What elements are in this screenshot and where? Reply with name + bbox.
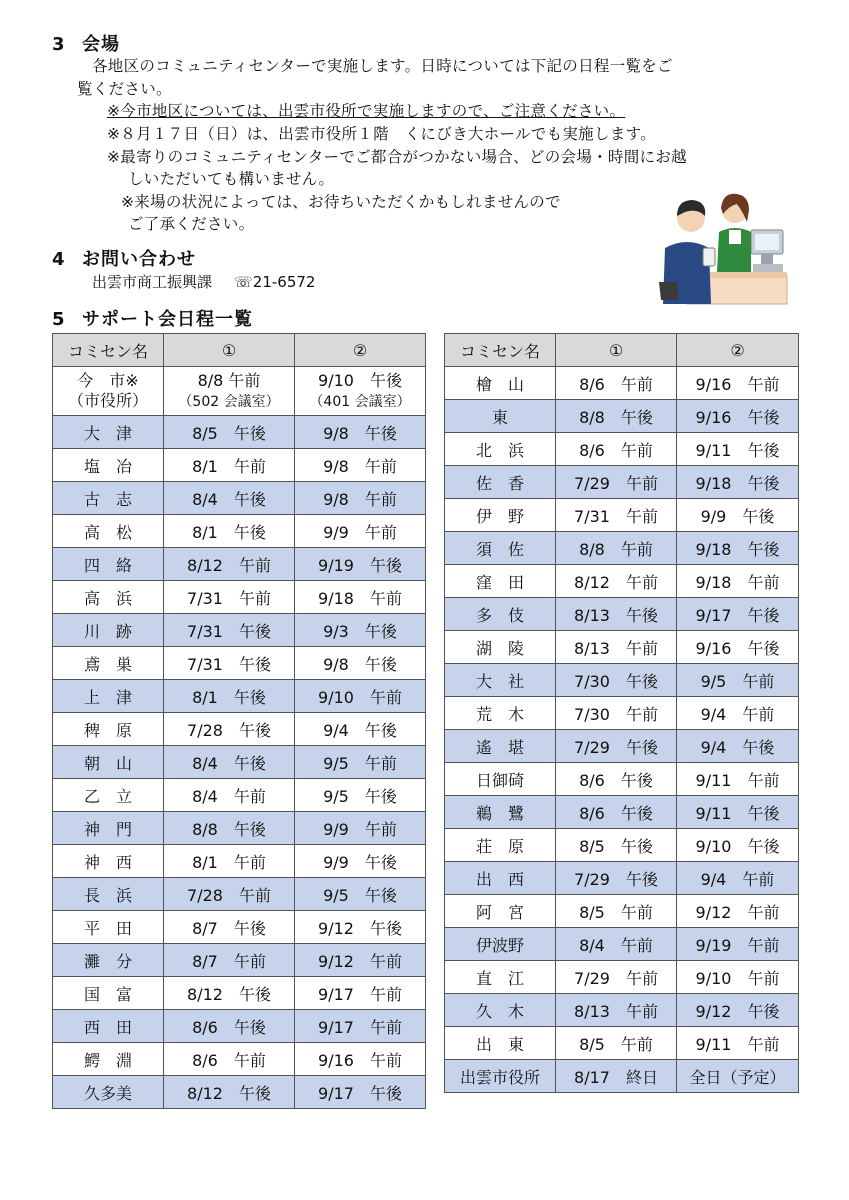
table-row bbox=[445, 433, 799, 466]
date2-cell: 9/16 午後 bbox=[677, 400, 799, 433]
center-name-cell: 荒 木 bbox=[445, 697, 556, 730]
date2-cell: 9/11 午前 bbox=[677, 763, 799, 796]
center-name-cell: 遙 堪 bbox=[445, 730, 556, 763]
header-second: ② bbox=[677, 334, 799, 367]
table-row bbox=[445, 697, 799, 730]
table-row bbox=[53, 482, 426, 515]
section3-line-2: 覧ください。 bbox=[77, 80, 172, 98]
date2-cell: 9/8 午前 bbox=[295, 449, 426, 482]
date1-cell: 8/4 午前 bbox=[164, 779, 295, 812]
table-row bbox=[53, 1010, 426, 1043]
center-name-cell: 国 富 bbox=[53, 977, 164, 1010]
date1-cell: 7/30 午後 bbox=[556, 664, 677, 697]
table-row bbox=[53, 944, 426, 977]
section3-line-3: ※今市地区については、出雲市役所で実施しますので、ご注意ください。 bbox=[107, 102, 626, 120]
date2-cell: 9/10 午後 bbox=[677, 829, 799, 862]
date1-cell: 7/29 午後 bbox=[556, 862, 677, 895]
table-row bbox=[53, 367, 426, 416]
date2-cell: 9/18 午前 bbox=[677, 565, 799, 598]
date2-cell: 9/17 午前 bbox=[295, 977, 426, 1010]
date1-cell: 8/12 午後 bbox=[164, 1076, 295, 1109]
section5-title: サポート会日程一覧 bbox=[82, 309, 253, 330]
section3-heading bbox=[52, 30, 120, 56]
date2-cell: 9/17 午後 bbox=[295, 1076, 426, 1109]
date2-cell: 9/11 午後 bbox=[677, 433, 799, 466]
center-name-cell: 大 津 bbox=[53, 416, 164, 449]
header-first: ① bbox=[164, 334, 295, 367]
contact-dept: 出雲市商工振興課 bbox=[92, 273, 213, 291]
table-header-row bbox=[53, 334, 426, 367]
date2-cell: 9/19 午後 bbox=[295, 548, 426, 581]
date1-cell: 8/8 午後 bbox=[164, 812, 295, 845]
date1-cell: 8/6 午後 bbox=[164, 1010, 295, 1043]
date2-cell: 9/5 午後 bbox=[295, 878, 426, 911]
table-row bbox=[53, 779, 426, 812]
date1-cell: 8/1 午前 bbox=[164, 845, 295, 878]
center-name-cell: 鰐 淵 bbox=[53, 1043, 164, 1076]
center-name-cell: 稗 原 bbox=[53, 713, 164, 746]
date2-cell: 9/12 午後 bbox=[295, 911, 426, 944]
table-row bbox=[53, 845, 426, 878]
center-name-cell: 灘 分 bbox=[53, 944, 164, 977]
schedule-table-right bbox=[444, 333, 799, 1093]
date2-cell: 9/17 午前 bbox=[295, 1010, 426, 1043]
center-name-cell: 上 津 bbox=[53, 680, 164, 713]
table-row bbox=[445, 499, 799, 532]
date2-cell: 9/4 午後 bbox=[677, 730, 799, 763]
date1-cell: 7/28 午前 bbox=[164, 878, 295, 911]
center-name-cell: 高 浜 bbox=[53, 581, 164, 614]
center-name-cell: 久 木 bbox=[445, 994, 556, 1027]
section3-title: 会場 bbox=[82, 34, 120, 55]
date2-cell: 全日（予定） bbox=[677, 1060, 799, 1093]
table-row bbox=[445, 664, 799, 697]
date1-cell: 8/6 午前 bbox=[556, 433, 677, 466]
section4-number: 4 bbox=[52, 249, 66, 270]
table-row bbox=[445, 400, 799, 433]
table-row bbox=[53, 680, 426, 713]
help-desk-illustration bbox=[657, 188, 789, 306]
date1-cell: 8/13 午後 bbox=[556, 598, 677, 631]
center-name-cell: 出 西 bbox=[445, 862, 556, 895]
table-row bbox=[53, 1043, 426, 1076]
center-name-cell: 窪 田 bbox=[445, 565, 556, 598]
date2-cell: 9/12 午前 bbox=[295, 944, 426, 977]
center-name-cell: 鳶 巣 bbox=[53, 647, 164, 680]
date1-cell: 7/30 午前 bbox=[556, 697, 677, 730]
table-row bbox=[445, 466, 799, 499]
date2-cell: 9/8 午前 bbox=[295, 482, 426, 515]
center-name-cell: 佐 香 bbox=[445, 466, 556, 499]
center-name-cell: 神 門 bbox=[53, 812, 164, 845]
section4-title: お問い合わせ bbox=[82, 249, 196, 270]
center-name-cell: 乙 立 bbox=[53, 779, 164, 812]
date2-cell: 9/12 午前 bbox=[677, 895, 799, 928]
header-second: ② bbox=[295, 334, 426, 367]
date1-cell: 7/29 午前 bbox=[556, 961, 677, 994]
section3-number: 3 bbox=[52, 34, 66, 55]
center-name-cell: 出雲市役所 bbox=[445, 1060, 556, 1093]
center-name-cell: 出 東 bbox=[445, 1027, 556, 1060]
date2-cell: 9/9 午後 bbox=[295, 845, 426, 878]
date2-cell: 9/10 午前 bbox=[677, 961, 799, 994]
center-name-cell: 鵜 鷺 bbox=[445, 796, 556, 829]
date2-cell bbox=[295, 367, 426, 416]
table-row bbox=[445, 796, 799, 829]
section4-heading bbox=[52, 245, 196, 271]
section5-number: 5 bbox=[52, 309, 66, 330]
date1-cell: 8/17 終日 bbox=[556, 1060, 677, 1093]
date2-cell: 9/16 午後 bbox=[677, 631, 799, 664]
date1-cell: 8/5 午前 bbox=[556, 1027, 677, 1060]
schedule-table-left bbox=[52, 333, 426, 1109]
center-name-cell: 伊波野 bbox=[445, 928, 556, 961]
table-row bbox=[53, 416, 426, 449]
table-row bbox=[53, 911, 426, 944]
center-name-cell: 久多美 bbox=[53, 1076, 164, 1109]
table-row bbox=[445, 994, 799, 1027]
table-row bbox=[445, 895, 799, 928]
date1-cell: 7/31 午前 bbox=[164, 581, 295, 614]
date1-cell: 8/6 午前 bbox=[556, 367, 677, 400]
date2-cell: 9/5 午後 bbox=[295, 779, 426, 812]
center-name-cell: 多 伎 bbox=[445, 598, 556, 631]
center-name-cell: 檜 山 bbox=[445, 367, 556, 400]
date2-cell: 9/17 午後 bbox=[677, 598, 799, 631]
table-row bbox=[53, 581, 426, 614]
table-row bbox=[53, 449, 426, 482]
date1-cell: 8/7 午前 bbox=[164, 944, 295, 977]
center-name-cell: 荘 原 bbox=[445, 829, 556, 862]
center-name-cell: 北 浜 bbox=[445, 433, 556, 466]
center-name-cell: 大 社 bbox=[445, 664, 556, 697]
date2: 9/10 午後 bbox=[318, 370, 402, 390]
date1-cell: 8/5 午後 bbox=[556, 829, 677, 862]
center-name-cell: 伊 野 bbox=[445, 499, 556, 532]
table-row bbox=[445, 367, 799, 400]
center-name-cell: 直 江 bbox=[445, 961, 556, 994]
section3-line-5: ※最寄りのコミュニティセンターでご都合がつかない場合、どの会場・時間にお越 bbox=[107, 148, 687, 166]
table-header-row bbox=[445, 334, 799, 367]
table-row bbox=[445, 730, 799, 763]
date2-cell: 9/18 午後 bbox=[677, 466, 799, 499]
table-row bbox=[445, 1027, 799, 1060]
date1-cell: 8/1 午前 bbox=[164, 449, 295, 482]
section3-line-7: ※来場の状況によっては、お待ちいただくかもしれませんので bbox=[121, 193, 561, 211]
table-row bbox=[445, 763, 799, 796]
table-row bbox=[53, 614, 426, 647]
table-row bbox=[53, 977, 426, 1010]
table-row bbox=[445, 1060, 799, 1093]
center-name-cell: 塩 冶 bbox=[53, 449, 164, 482]
center-name-cell bbox=[53, 367, 164, 416]
date2-cell: 9/8 午後 bbox=[295, 416, 426, 449]
center-name-cell: 湖 陵 bbox=[445, 631, 556, 664]
center-note: （市役所） bbox=[67, 391, 148, 410]
center-name-cell: 高 松 bbox=[53, 515, 164, 548]
center-name-cell: 西 田 bbox=[53, 1010, 164, 1043]
date1-cell: 8/5 午後 bbox=[164, 416, 295, 449]
table-row bbox=[445, 961, 799, 994]
date2-cell: 9/8 午後 bbox=[295, 647, 426, 680]
section3-line-8: ご了承ください。 bbox=[128, 215, 255, 233]
date2-cell: 9/9 午後 bbox=[677, 499, 799, 532]
section3-line-6: しいただいても構いません。 bbox=[128, 170, 335, 188]
date1-cell: 8/4 午後 bbox=[164, 746, 295, 779]
contact-line bbox=[92, 271, 337, 292]
center-name-cell: 平 田 bbox=[53, 911, 164, 944]
date1-cell: 7/29 午後 bbox=[556, 730, 677, 763]
date2-cell: 9/9 午前 bbox=[295, 515, 426, 548]
date2-cell: 9/9 午前 bbox=[295, 812, 426, 845]
date2-cell: 9/4 午後 bbox=[295, 713, 426, 746]
header-center: コミセン名 bbox=[445, 334, 556, 367]
table-row bbox=[445, 532, 799, 565]
table-row bbox=[445, 631, 799, 664]
table-row bbox=[445, 862, 799, 895]
date2-cell: 9/11 午前 bbox=[677, 1027, 799, 1060]
table-row bbox=[53, 713, 426, 746]
date1-cell bbox=[164, 367, 295, 416]
header-first: ① bbox=[556, 334, 677, 367]
table-row bbox=[53, 647, 426, 680]
date1-cell: 8/4 午後 bbox=[164, 482, 295, 515]
date1-cell: 8/1 午後 bbox=[164, 515, 295, 548]
date2-cell: 9/16 午前 bbox=[295, 1043, 426, 1076]
date2-cell: 9/11 午後 bbox=[677, 796, 799, 829]
date1-cell: 8/1 午後 bbox=[164, 680, 295, 713]
table-row bbox=[53, 515, 426, 548]
date2-cell: 9/10 午前 bbox=[295, 680, 426, 713]
date2-cell: 9/18 午前 bbox=[295, 581, 426, 614]
table-row bbox=[445, 598, 799, 631]
table-row bbox=[53, 878, 426, 911]
section3-line-1: 各地区のコミュニティセンターで実施します。日時については下記の日程一覧をご bbox=[92, 57, 673, 75]
date1: 8/8 午前 bbox=[197, 370, 261, 390]
date1-cell: 7/31 午後 bbox=[164, 614, 295, 647]
section5-heading bbox=[52, 305, 253, 331]
date2-cell: 9/12 午後 bbox=[677, 994, 799, 1027]
table-row bbox=[53, 1076, 426, 1109]
date2-cell: 9/16 午前 bbox=[677, 367, 799, 400]
date2-cell: 9/5 午前 bbox=[295, 746, 426, 779]
table-row bbox=[445, 565, 799, 598]
center-name-cell: 朝 山 bbox=[53, 746, 164, 779]
date2-cell: 9/18 午後 bbox=[677, 532, 799, 565]
center-name-cell: 長 浜 bbox=[53, 878, 164, 911]
date1-cell: 8/5 午前 bbox=[556, 895, 677, 928]
date1-cell: 8/7 午後 bbox=[164, 911, 295, 944]
room2: （401 会議室） bbox=[309, 393, 411, 410]
date1-cell: 8/8 午前 bbox=[556, 532, 677, 565]
date1-cell: 8/12 午前 bbox=[556, 565, 677, 598]
date1-cell: 8/4 午前 bbox=[556, 928, 677, 961]
header-center: コミセン名 bbox=[53, 334, 164, 367]
date2-cell: 9/4 午前 bbox=[677, 697, 799, 730]
date2-cell: 9/19 午前 bbox=[677, 928, 799, 961]
date2-cell: 9/3 午後 bbox=[295, 614, 426, 647]
center-name-cell: 古 志 bbox=[53, 482, 164, 515]
date1-cell: 7/31 午前 bbox=[556, 499, 677, 532]
date1-cell: 7/28 午後 bbox=[164, 713, 295, 746]
date2-cell: 9/4 午前 bbox=[677, 862, 799, 895]
date1-cell: 8/12 午前 bbox=[164, 548, 295, 581]
center-name: 今 市※ bbox=[77, 371, 139, 390]
table-row bbox=[445, 928, 799, 961]
date1-cell: 8/12 午後 bbox=[164, 977, 295, 1010]
table-row bbox=[445, 829, 799, 862]
date1-cell: 8/6 午後 bbox=[556, 796, 677, 829]
contact-phone: ☏21-6572 bbox=[234, 273, 316, 291]
table-row bbox=[53, 746, 426, 779]
date1-cell: 8/13 午前 bbox=[556, 631, 677, 664]
section3-line-4: ※８月１７日（日）は、出雲市役所１階 くにびき大ホールでも実施します。 bbox=[107, 125, 656, 143]
date1-cell: 7/29 午前 bbox=[556, 466, 677, 499]
center-name-cell: 川 跡 bbox=[53, 614, 164, 647]
center-name-cell: 東 bbox=[445, 400, 556, 433]
center-name-cell: 四 絡 bbox=[53, 548, 164, 581]
date1-cell: 8/8 午後 bbox=[556, 400, 677, 433]
table-row bbox=[53, 548, 426, 581]
center-name-cell: 阿 宮 bbox=[445, 895, 556, 928]
center-name-cell: 神 西 bbox=[53, 845, 164, 878]
date1-cell: 8/6 午後 bbox=[556, 763, 677, 796]
date2-cell: 9/5 午前 bbox=[677, 664, 799, 697]
center-name-cell: 日御碕 bbox=[445, 763, 556, 796]
date1-cell: 8/13 午前 bbox=[556, 994, 677, 1027]
center-name-cell: 須 佐 bbox=[445, 532, 556, 565]
date1-cell: 8/6 午前 bbox=[164, 1043, 295, 1076]
table-row bbox=[53, 812, 426, 845]
room1: （502 会議室） bbox=[178, 393, 280, 410]
date1-cell: 7/31 午後 bbox=[164, 647, 295, 680]
